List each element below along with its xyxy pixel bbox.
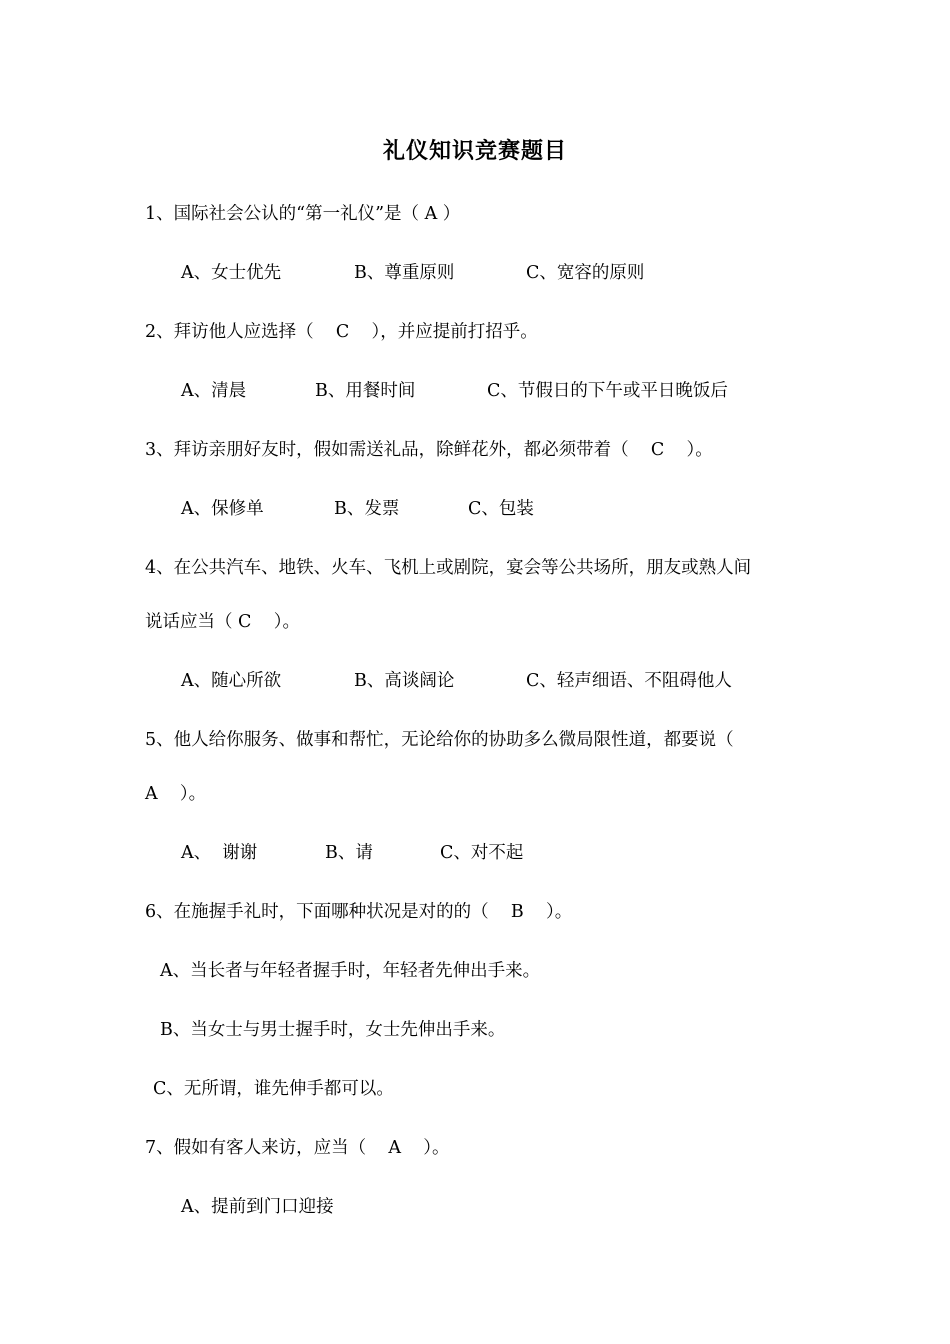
- question-6: 6、在施握手礼时，下面哪种状况是对的的（ B ）。: [145, 902, 573, 922]
- question-1: 1、国际社会公认的“第一礼仪”是（ A ）: [145, 204, 461, 224]
- question-5-line-2: A ）。: [145, 784, 207, 804]
- question-2: 2、拜访他人应选择（ C ），并应提前打招乎。: [145, 322, 538, 342]
- option-a: A、提前到门口迎接: [181, 1197, 334, 1217]
- page-title: 礼仪知识竞赛题目: [382, 139, 567, 164]
- option-c: C、对不起: [440, 843, 524, 863]
- question-3: 3、拜访亲朋好友时，假如需送礼品，除鲜花外，都必须带着（ C ）。: [145, 440, 713, 460]
- question-5-line-1: 5、他人给你服务、做事和帮忙，无论给你的协助多么微局限性道，都要说（: [145, 730, 734, 750]
- option-c: C、宽容的原则: [526, 263, 645, 283]
- option-b: B、高谈阔论: [354, 671, 455, 691]
- option-a: A、 谢谢: [181, 843, 258, 863]
- option-c: C、节假日的下午或平日晚饭后: [487, 381, 728, 401]
- option-a: A、当长者与年轻者握手时，年轻者先伸出手来。: [160, 961, 541, 981]
- question-4-line-1: 4、在公共汽车、地铁、火车、飞机上或剧院，宴会等公共场所，朋友或熟人间: [145, 558, 752, 578]
- option-c: C、轻声细语、不阻碍他人: [526, 671, 732, 691]
- option-b: B、请: [325, 843, 373, 863]
- option-a: A、女士优先: [181, 263, 282, 283]
- option-b: B、发票: [334, 499, 400, 519]
- option-b: B、尊重原则: [354, 263, 455, 283]
- question-4-line-2: 说话应当（ C ）。: [145, 612, 300, 632]
- option-c: C、包装: [468, 499, 534, 519]
- option-c: C、无所谓，谁先伸手都可以。: [153, 1079, 394, 1099]
- option-b: B、用餐时间: [315, 381, 416, 401]
- option-a: A、随心所欲: [181, 671, 282, 691]
- option-a: A、保修单: [181, 499, 264, 519]
- option-a: A、清晨: [181, 381, 247, 401]
- question-7: 7、假如有客人来访，应当（ A ）。: [145, 1138, 450, 1158]
- option-b: B、当女士与男士握手时，女士先伸出手来。: [160, 1020, 506, 1040]
